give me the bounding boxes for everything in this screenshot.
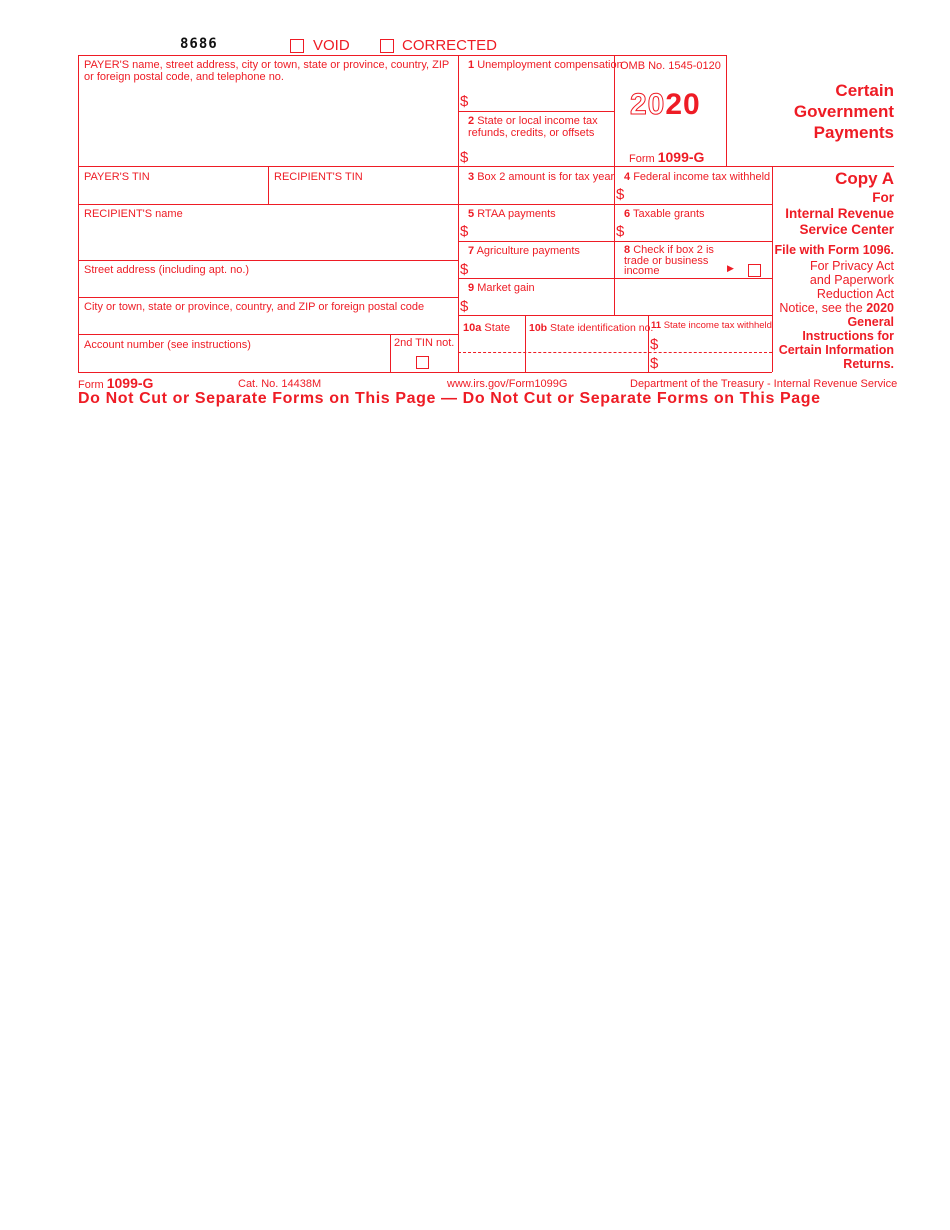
- city-field[interactable]: [80, 315, 456, 332]
- box5-label: 5 RTAA payments: [468, 208, 556, 220]
- box1-field[interactable]: [472, 90, 612, 110]
- box5-dollar: $: [460, 223, 469, 240]
- recipient-tin-label: RECIPIENT'S TIN: [274, 171, 363, 183]
- box4-dollar: $: [616, 186, 625, 203]
- payer-info-label: PAYER'S name, street address, city or town, state or province, country, ZIP or foreign postal code, and telephone no.: [84, 59, 450, 83]
- recipient-name-label: RECIPIENT'S name: [84, 208, 183, 220]
- street-field[interactable]: [80, 278, 456, 295]
- box3-field[interactable]: [460, 184, 612, 202]
- box11-field[interactable]: [662, 336, 768, 370]
- void-label: VOID: [313, 37, 350, 54]
- box2-dollar: $: [460, 149, 469, 166]
- tax-year: 2020: [630, 88, 701, 121]
- box8-label: 8 Check if box 2 is trade or business income: [624, 244, 714, 277]
- city-label: City or town, state or province, country, and ZIP or foreign postal code: [84, 301, 425, 313]
- box11-label: 11 State income tax withheld: [651, 320, 772, 331]
- copy-a-recipient: For Internal Revenue Service Center: [785, 190, 894, 237]
- recipient-name-field[interactable]: [80, 222, 456, 258]
- payer-tin-field[interactable]: [80, 184, 266, 202]
- box11-dollar-1: $: [650, 336, 659, 353]
- box5-field[interactable]: [472, 222, 612, 240]
- do-not-cut-banner: Do Not Cut or Separate Forms on This Page — Do Not Cut or Separate Forms on This Page: [78, 390, 821, 407]
- box1-dollar: $: [460, 93, 469, 110]
- box6-field[interactable]: [628, 222, 768, 240]
- payer-info-field[interactable]: [80, 86, 456, 164]
- payer-tin-label: PAYER'S TIN: [84, 171, 150, 183]
- box10a-field[interactable]: [460, 336, 523, 370]
- footer-form-name: Form 1099-G: [78, 375, 154, 391]
- corrected-label: CORRECTED: [402, 37, 498, 54]
- box7-label: 7 Agriculture payments: [468, 245, 580, 257]
- box9-dollar: $: [460, 298, 469, 315]
- box1-label: 1 Unemployment compensation: [468, 59, 623, 71]
- box10a-label: 10a State: [463, 322, 511, 334]
- file-with-note: File with Form 1096.: [774, 243, 894, 257]
- box4-field[interactable]: [628, 184, 768, 202]
- recipient-tin-field[interactable]: [270, 184, 456, 202]
- box9-label: 9 Market gain: [468, 282, 535, 294]
- copy-a-label: Copy A: [835, 169, 894, 188]
- box10b-label: 10b State identification no.: [529, 322, 654, 334]
- second-tin-checkbox[interactable]: [416, 356, 429, 369]
- box2-field[interactable]: [472, 145, 612, 165]
- form-code: 8686: [180, 36, 218, 52]
- box11-dollar-2: $: [650, 355, 659, 372]
- omb-number: OMB No. 1545-0120: [620, 60, 721, 72]
- box6-label: 6 Taxable grants: [624, 208, 705, 220]
- box4-label: 4 Federal income tax withheld: [624, 171, 771, 183]
- omb-form-name: Form 1099-G: [629, 149, 705, 165]
- street-label: Street address (including apt. no.): [84, 264, 250, 276]
- account-field[interactable]: [80, 352, 388, 370]
- box8-checkbox[interactable]: [748, 264, 761, 277]
- footer-cat-no: Cat. No. 14438M: [238, 378, 322, 390]
- second-tin-label: 2nd TIN not.: [394, 337, 455, 349]
- box2-label: 2 State or local income tax refunds, credits, or offsets: [468, 115, 598, 139]
- footer-url[interactable]: www.irs.gov/Form1099G: [447, 378, 568, 390]
- corrected-checkbox[interactable]: [380, 39, 394, 53]
- box6-dollar: $: [616, 223, 625, 240]
- box3-label: 3 Box 2 amount is for tax year: [468, 171, 615, 183]
- box10b-field[interactable]: [527, 336, 646, 370]
- arrow-icon: ▶: [727, 263, 734, 273]
- box7-field[interactable]: [472, 258, 612, 276]
- box9-field[interactable]: [472, 296, 612, 313]
- privacy-note: For Privacy Act and Paperwork Reduction Act Notice, see the 2020 General Instructions for Certain Information Returns.: [778, 259, 894, 371]
- box7-dollar: $: [460, 261, 469, 278]
- account-label: Account number (see instructions): [84, 339, 251, 351]
- void-checkbox[interactable]: [290, 39, 304, 53]
- footer-department: Department of the Treasury - Internal Revenue Service: [630, 378, 898, 390]
- form-title: Certain Government Payments: [793, 81, 894, 142]
